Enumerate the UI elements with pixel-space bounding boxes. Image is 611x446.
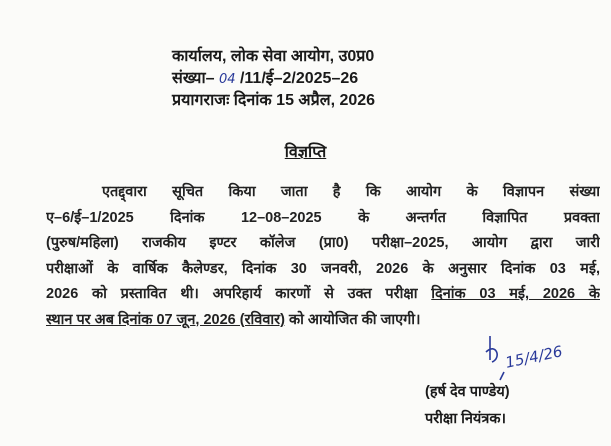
place-date: प्रयागराजः दिनांक 15 अप्रैल, 2026 (172, 92, 376, 109)
notice-body (46, 180, 600, 333)
handwritten-number: 04 (218, 72, 236, 87)
body-line (46, 282, 600, 308)
handwritten-date: 15/4/26 (503, 342, 565, 372)
signatory-name: (हर्ष देव पाण्डेय) (425, 384, 510, 400)
body-line (46, 308, 600, 334)
reference-suffix: /11/ई–2/2025–26 (239, 70, 359, 87)
body-text: 2026 को प्रस्तावित थी। अपरिहार्य कारणों से उक्त परीक्षा (46, 286, 432, 302)
office-heading: कार्यालय, लोक सेवा आयोग, उ0प्र0 (172, 48, 375, 65)
body-line: (पुरुष/महिला) राजकीय इण्टर कॉलेज (प्रा0) परीक्षा–2025, आयोग द्वारा जारी (46, 235, 600, 251)
body-line: एतद्द्वारा सूचित किया जाता है कि आयोग के विज्ञापन संख्या (102, 184, 600, 200)
signatory-designation: परीक्षा नियंत्रक। (425, 411, 506, 427)
body-line: ए–6/ई–1/2025 दिनांक 12–08–2025 के अन्तर्गत विज्ञापित प्रवक्ता (46, 209, 600, 226)
notice-title-wrap (0, 140, 611, 162)
body-text: को आयोजित की जाएगी। (284, 311, 421, 328)
highlighted-new-date: स्थान पर अब दिनांक 07 जून, 2026 (रविवार) (46, 311, 285, 328)
reference-number (172, 66, 358, 88)
body-line: परीक्षाओं के वार्षिक कैलेण्डर, दिनांक 30 जनवरी, 2026 के अनुसार दिनांक 03 मई, (46, 260, 600, 277)
notice-title: विज्ञप्ति (284, 144, 327, 161)
reference-prefix: संख्या– (172, 70, 215, 87)
highlighted-old-date: दिनांक 03 मई, 2026 के (431, 286, 600, 302)
